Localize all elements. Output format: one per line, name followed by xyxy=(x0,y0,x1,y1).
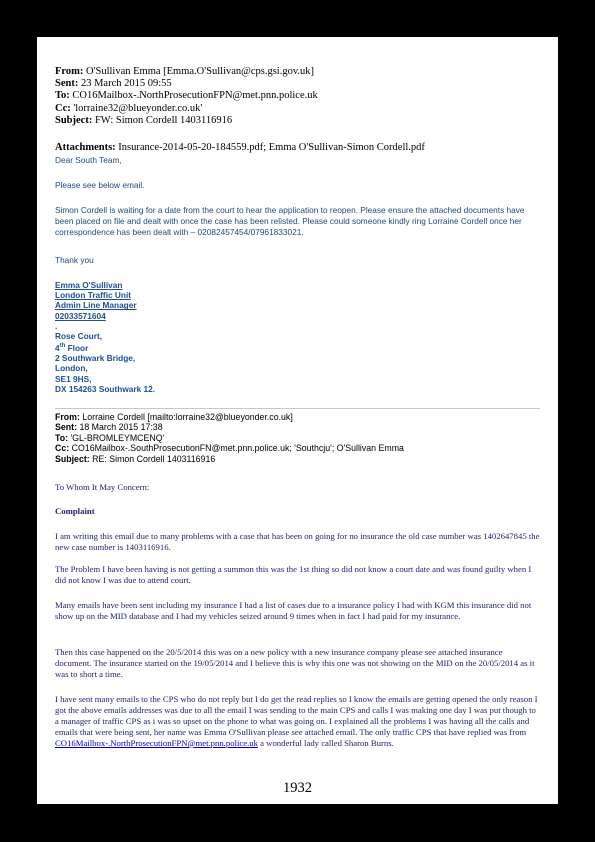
signature-role[interactable]: Admin Line Manager xyxy=(55,300,137,311)
signature-phone[interactable]: 02033571604 xyxy=(55,310,106,321)
message-2-paragraph-2: The Problem I have been having is not getting a summon this was the 1st thing so did not know a court date and was found guilty when I did not know I was due to attend court. xyxy=(55,564,532,585)
address-line-5: SE1 9HS, xyxy=(55,373,92,384)
signature-dot: . xyxy=(55,320,58,331)
address-line-3: 2 Southwark Bridge, xyxy=(55,353,136,364)
attachments-line: Attachments: Insurance-2014-05-20-184559.pdf; Emma O'Sullivan-Simon Cordell.pdf xyxy=(55,142,425,153)
from-line-2: From: Lorraine Cordell [mailto:lorraine32@blueyonder.co.uk] xyxy=(55,412,293,422)
message-1-greeting: Dear South Team, xyxy=(55,155,122,165)
to-line: To: CO16Mailbox-.NorthProsecutionFPN@met.pnn.police.uk xyxy=(55,90,318,102)
message-2-salutation: To Whom It May Concern: xyxy=(55,482,150,492)
subject-line: Subject: FW: Simon Cordell 1403116916 xyxy=(55,114,233,126)
signature-block xyxy=(55,280,155,394)
mailbox-link[interactable]: CO16Mailbox-.NorthProsecutionFPN@met.pnn.police.uk xyxy=(55,738,258,748)
email-header-1 xyxy=(55,66,550,127)
address-line-4: London, xyxy=(55,363,88,374)
message-1-thanks: Thank you xyxy=(55,255,94,265)
divider xyxy=(55,408,540,409)
sent-line-2: Sent: 18 March 2015 17:38 xyxy=(55,422,163,433)
address-line-2: 4th Floor xyxy=(55,342,89,353)
message-1-paragraph: Simon Cordell is waiting for a date from the court to hear the application to reopen. Please ensure the attached documents have been placed on file and dealt with once the case has been relisted. Please could someone kindly ring Lorraine Cordell once her correspondence has been dealt with – 02082457454/07961833021. xyxy=(55,205,525,237)
email-header-2 xyxy=(55,412,550,464)
message-2-paragraph-5: I have sent many emails to the CPS who do not reply but I do get the read replies so I know the emails are getting opened the only reason I got the above emails addresses was due to all the email I was sending to the main CPS and calls I was making one day I was put though to a manager of traffic CPS as i was so upset on the phone to what was going on. I explained all the problems I was having all the calls and emails that were being sent, her name was Emma O'Sullivan please see attached email. The only traffic CPS that have replied was from CO16Mailbox-.NorthProsecutionFPN@met.pnn.police.uk a wonderful lady called Sharon Burns. xyxy=(55,694,538,748)
address-line-6: DX 154263 Southwark 12. xyxy=(55,383,156,394)
to-line-2: To: 'GL-BROMLEYMCENQ' xyxy=(55,432,165,443)
from-line: From: O'Sullivan Emma [Emma.O'Sullivan@cps.gsi.gov.uk] xyxy=(55,66,315,77)
page-number: 1932 xyxy=(283,780,312,796)
message-2-paragraph-1: I am writing this email due to many problems with a case that has been on going for no insurance the old case number was 1402647845 the new case number is 1403116916. xyxy=(55,531,540,552)
signature-unit[interactable]: London Traffic Unit xyxy=(55,290,132,301)
address-line-1: Rose Court, xyxy=(55,331,103,342)
message-2-paragraph-3: Many emails have been sent including my insurance I had a list of cases due to a insurance policy I had with KGM this insurance did not show up on the MID database and I had my vehicles seized around 9 times when in fact I had paid for my insurance. xyxy=(55,600,532,621)
document-page xyxy=(37,37,558,804)
message-2-paragraph-4: Then this case happened on the 20/5/2014 this was on a new policy with a new insurance company please see attached insurance document. The insurance started on the 19/05/2014 and I believe this is why this one was not showing on the MID on the 20/05/2014 as it was to short a time. xyxy=(55,647,535,679)
cc-line: Cc: 'lorraine32@blueyonder.co.uk' xyxy=(55,102,203,114)
message-1-line: Please see below email. xyxy=(55,180,145,190)
signature-name[interactable]: Emma O'Sullivan xyxy=(55,280,123,290)
message-2-heading: Complaint xyxy=(55,506,95,516)
cc-line-2: Cc: CO16Mailbox-.SouthProsecutionFN@met.pnn.police.uk; 'Southcju'; O'Sullivan Emma xyxy=(55,443,404,454)
subject-line-2: Subject: RE: Simon Cordell 1403116916 xyxy=(55,453,216,464)
sent-line: Sent: 23 March 2015 09:55 xyxy=(55,78,172,90)
